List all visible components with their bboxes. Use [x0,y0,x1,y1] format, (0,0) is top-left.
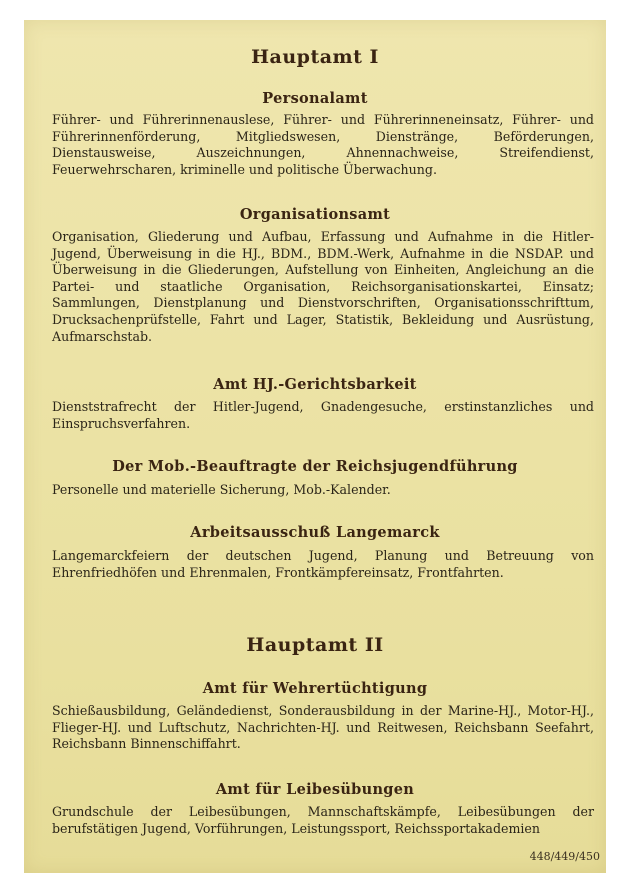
heading-organisationsamt: Organisationsamt [239,206,391,223]
heading-arbeitsausschuss-langemarck: Arbeitsausschuß Langemarck [190,524,440,541]
page-number: 448/449/450 [529,850,600,863]
text-mob-beauftragte: Personelle und materielle Sicherung, Mob.-Kalender. [52,482,391,497]
heading-personalamt: Personalamt [262,90,368,107]
text-personalamt: Führer- und Führerinnenauslese, Führer- und Führerinneneinsatz, Führer- und Führerinnenförderung, Mitgliedswesen, Dienstränge, Beförderungen, Dienstausweise, Auszeichnungen, Ahnennachweise, Streifendienst, Feuerwehrscharen, kriminelle und politische Überwachung. [52,112,594,177]
section-title-hauptamt-1: Hauptamt I [251,46,379,68]
text-amt-hj-gerichtsbarkeit: Dienststrafrecht der Hitler-Jugend, Gnadengesuche, erstinstanzliches und Einspruchsverfahren. [52,399,594,431]
text-arbeitsausschuss-langemarck: Langemarckfeiern der deutschen Jugend, Planung und Betreuung von Ehrenfriedhöfen und Ehrenmalen, Frontkämpfereinsatz, Frontfahrten. [52,548,594,580]
heading-mob-beauftragte: Der Mob.-Beauftragte der Reichsjugendführung [112,458,518,475]
text-amt-leibesuebungen: Grundschule der Leibesübungen, Mannschaftskämpfe, Leibesübungen der berufstätigen Jugend, Vorführungen, Leistungssport, Reichssportakademien [52,804,594,836]
heading-amt-leibesuebungen: Amt für Leibesübungen [215,781,415,798]
text-amt-wehrertuechtigung: Schießausbildung, Geländedienst, Sonderausbildung in der Marine-HJ., Motor-HJ., Flieger-HJ. und Luftschutz, Nachrichten-HJ. und Reitwesen, Reichsbann Seefahrt, Reichsbann Binnenschiffahrt. [52,703,594,752]
heading-amt-hj-gerichtsbarkeit: Amt HJ.-Gerichtsbarkeit [213,376,417,393]
text-organisationsamt: Organisation, Gliederung und Aufbau, Erfassung und Aufnahme in die Hitler-Jugend, Überweisung in die HJ., BDM., BDM.-Werk, Aufnahme in die NSDAP. und Überweisung in die Gliederungen, Aufstellung von Einheiten, Angleichung an die Partei- und staatliche Organisation, Reichsorganisationskartei, Einsatz; Sammlungen, Dienstplanung und Dienstvorschriften, Organisationsschrifttum, Drucksachenprüfstelle, Fahrt und Lager, Statistik, Bekleidung und Ausrüstung, Aufmarschstab. [52,229,594,344]
document-page [24,20,606,873]
heading-amt-wehrertuechtigung: Amt für Wehrertüchtigung [202,680,428,697]
section-title-hauptamt-2: Hauptamt II [246,634,384,656]
